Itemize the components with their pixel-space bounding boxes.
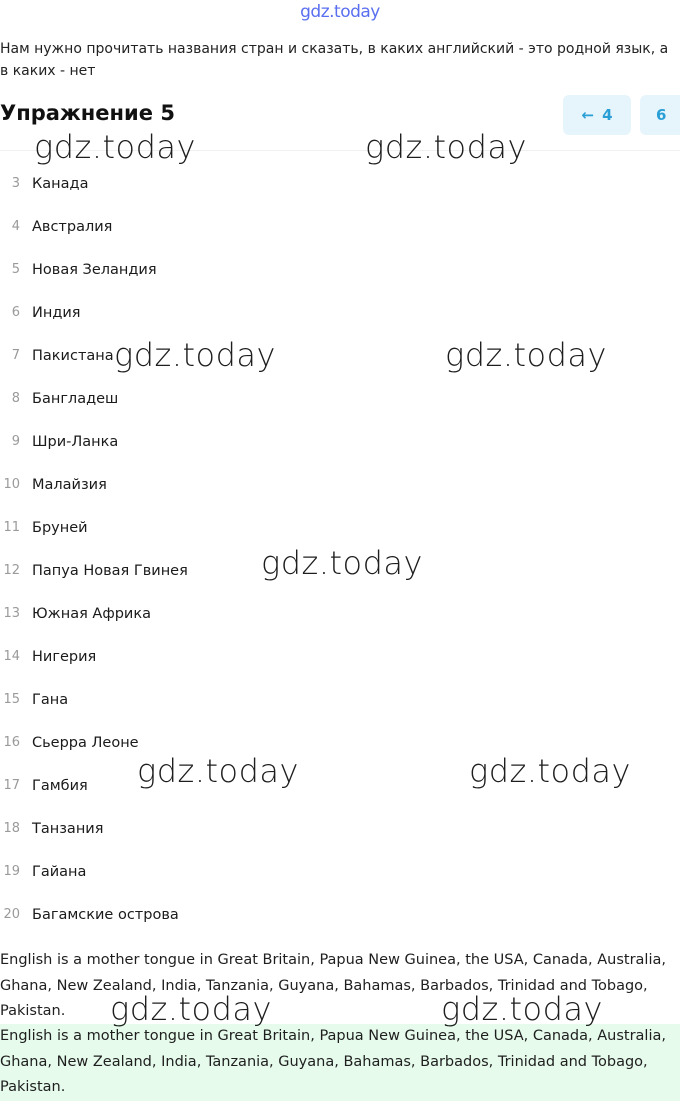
item-number: 17 xyxy=(3,778,20,793)
country-name: Нигерия xyxy=(32,648,97,665)
watermark: gdz.today xyxy=(137,752,299,790)
list-item xyxy=(0,635,680,678)
item-number: 16 xyxy=(3,735,20,750)
list-item xyxy=(0,893,680,936)
item-number: 12 xyxy=(3,563,20,578)
item-number: 9 xyxy=(11,434,20,449)
item-number: 6 xyxy=(11,305,20,320)
list-item xyxy=(0,205,680,248)
list-item xyxy=(0,506,680,549)
list-item xyxy=(0,248,680,291)
list-item xyxy=(0,291,680,334)
item-number: 7 xyxy=(11,348,20,363)
list-item xyxy=(0,334,680,377)
item-number: 5 xyxy=(11,262,20,277)
country-list xyxy=(0,162,680,936)
list-item xyxy=(0,678,680,721)
answer-text-highlighted: English is a mother tongue in Great Britain, Papua New Guinea, the USA, Canada, Australia, Ghana, New Zealand, India, Tanzania, Guyana, Bahamas, Barbados, Trinidad and Tobago, Pakistan. xyxy=(0,1024,680,1101)
item-number: 10 xyxy=(3,477,20,492)
watermark: gdz.today xyxy=(441,990,603,1028)
item-number: 19 xyxy=(3,864,20,879)
divider xyxy=(0,150,680,151)
site-logo[interactable]: gdz.today xyxy=(300,2,380,22)
list-item xyxy=(0,549,680,592)
watermark: gdz.today xyxy=(445,336,607,374)
country-name: Бруней xyxy=(32,519,88,536)
country-name: Гамбия xyxy=(32,777,88,794)
country-name: Новая Зеландия xyxy=(32,261,157,278)
country-name: Южная Африка xyxy=(32,605,152,622)
country-name: Гайана xyxy=(32,863,87,880)
list-item xyxy=(0,162,680,205)
intro-text: Нам нужно прочитать названия стран и сказать, в каких английский - это родной язык, а в каких - нет xyxy=(0,41,669,78)
answer-text: English is a mother tongue in Great Britain, Papua New Guinea, the USA, Canada, Australia, Ghana, New Zealand, India, Tanzania, Guyana, Bahamas, Barbados, Trinidad and Tobago, Pakistan. xyxy=(0,952,666,1019)
item-number: 18 xyxy=(3,821,20,836)
item-number: 15 xyxy=(3,692,20,707)
list-item xyxy=(0,420,680,463)
watermark: gdz.today xyxy=(34,128,196,166)
item-number: 3 xyxy=(11,176,20,191)
item-number: 8 xyxy=(11,391,20,406)
prev-exercise-button[interactable] xyxy=(563,95,631,135)
list-item xyxy=(0,463,680,506)
watermark: gdz.today xyxy=(365,128,527,166)
arrow-left-icon: ← xyxy=(581,106,595,124)
country-name: Танзания xyxy=(32,820,104,837)
country-name: Бангладеш xyxy=(32,390,119,407)
list-item xyxy=(0,721,680,764)
country-name: Гана xyxy=(32,691,69,708)
watermark: gdz.today xyxy=(469,752,631,790)
country-name: Сьерра Леоне xyxy=(32,734,139,751)
country-name: Канада xyxy=(32,175,89,192)
page-title: Упражнение 5 xyxy=(0,101,175,125)
list-item xyxy=(0,592,680,635)
list-item xyxy=(0,807,680,850)
item-number: 4 xyxy=(11,219,20,234)
next-exercise-label: 6 xyxy=(656,106,667,124)
country-name: Багамские острова xyxy=(32,906,179,923)
list-item xyxy=(0,377,680,420)
watermark: gdz.today xyxy=(261,544,423,582)
item-number: 13 xyxy=(3,606,20,621)
list-item xyxy=(0,764,680,807)
prev-exercise-label: 4 xyxy=(602,106,613,124)
country-name: Папуа Новая Гвинея xyxy=(32,562,188,579)
country-name: Малайзия xyxy=(32,476,107,493)
country-name: Шри-Ланка xyxy=(32,433,119,450)
item-number: 20 xyxy=(3,907,20,922)
list-item xyxy=(0,850,680,893)
country-name: Австралия xyxy=(32,218,113,235)
watermark: gdz.today xyxy=(110,990,272,1028)
country-name: Индия xyxy=(32,304,81,321)
watermark: gdz.today xyxy=(114,336,276,374)
next-exercise-button[interactable] xyxy=(640,95,680,135)
item-number: 14 xyxy=(3,649,20,664)
item-number: 11 xyxy=(3,520,20,535)
country-name: Пакистана xyxy=(32,347,114,364)
